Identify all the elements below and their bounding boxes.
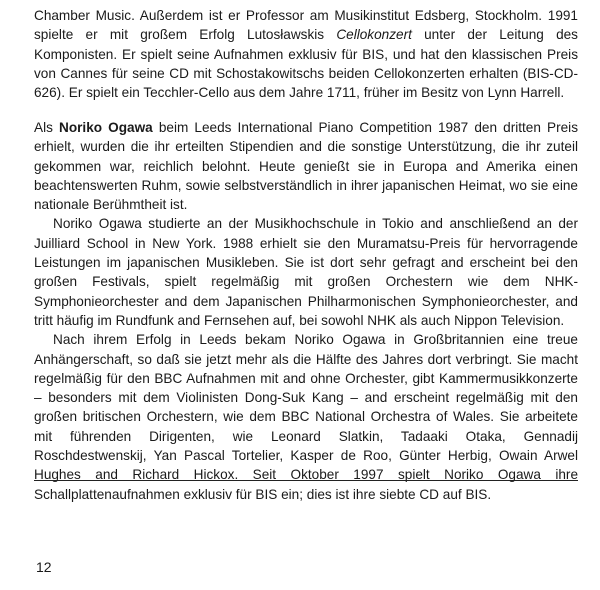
text-run: Chamber Music. Außerdem ist er Professor am Musikinstitut Edsberg, Stockholm. 1991 spielte er mit großem Erfolg Lutosławskis bbox=[34, 8, 578, 43]
text-block-biography-cello bbox=[34, 6, 578, 102]
text-run: Als bbox=[34, 120, 59, 135]
text-run: Noriko Ogawa studierte an der Musikhochschule in Tokio and anschließend an der Juilliard School in New York. 1988 erhielt sie den Muramatsu-Preis für hervorragende Leistungen im japanischen Musikleben. Sie ist dort sehr gefragt and erscheint bei den großen Festivals, spielt regelmäßig mit großen Orchestern wie dem NHK-Symphonieorchester and dem Japanischen Philharmonischen Symphonieorchester, and tritt häufig im Rundfunk and Fernsehen auf, bei sowohl NHK als auch Nippon Television. bbox=[34, 216, 578, 328]
horizontal-rule bbox=[34, 480, 578, 481]
paragraph bbox=[34, 330, 578, 504]
text-run: beim Leeds International Piano Competition 1987 den dritten Preis erhielt, wurden die ihr erteilten Stipendien and die sonstige Unterstützung, die ihr zuteil gekommen war, reichlich belohnt. Heute genießt sie in Europa and Amerika einen beachtenswerten Ruhm, sowie selbstverständlich in ihrer japanischen Heimat, wo sie eine nationale Berühmtheit ist. bbox=[34, 120, 578, 213]
text-block-biography-ogawa bbox=[34, 118, 578, 504]
text-run: unter der Leitung des Komponisten. Er spielt seine Aufnahmen exklusiv für BIS, und hat den klassischen Preis von Cannes für seine CD mit Schostakowitschs beiden Cellokonzerten erhalten (BIS-CD-626). Er spielt ein Tecchler-Cello aus dem Jahre 1711, früher im Besitz von Lynn Harrell. bbox=[34, 27, 578, 101]
text-run: Nach ihrem Erfolg in Leeds bekam Noriko Ogawa in Großbritannien eine treue Anhängerschaft, so daß sie jetzt mehr als die Hälfte des Jahres dort verbringt. Sie macht regelmäßig für den BBC Aufnahmen mit and ohne Orchester, gibt Kammermusikkonzerte – besonders mit dem Violinisten Dong-Suk Kang – and erscheint regelmäßig mit den großen britischen Orchestern, wie dem BBC National Orchestra of Wales. Sie arbeitete mit führenden Dirigenten, wie Leonard Slatkin, Tadaaki Otaka, Gennadij Roschdestwenskij, Yan Pascal Tortelier, Kasper de Roo, Günter Herbig, Owain Arwel Hughes and Richard Hickox. Seit Oktober 1997 spielt Noriko Ogawa ihre Schallplattenaufnahmen exklusiv für BIS ein; dies ist ihre siebte CD auf BIS. bbox=[34, 332, 578, 502]
italic-title: Cellokonzert bbox=[336, 27, 412, 43]
page-number: 12 bbox=[36, 559, 52, 575]
paragraph bbox=[34, 214, 578, 330]
paragraph bbox=[34, 6, 578, 102]
paragraph bbox=[34, 118, 578, 214]
bold-name: Noriko Ogawa bbox=[59, 120, 153, 135]
